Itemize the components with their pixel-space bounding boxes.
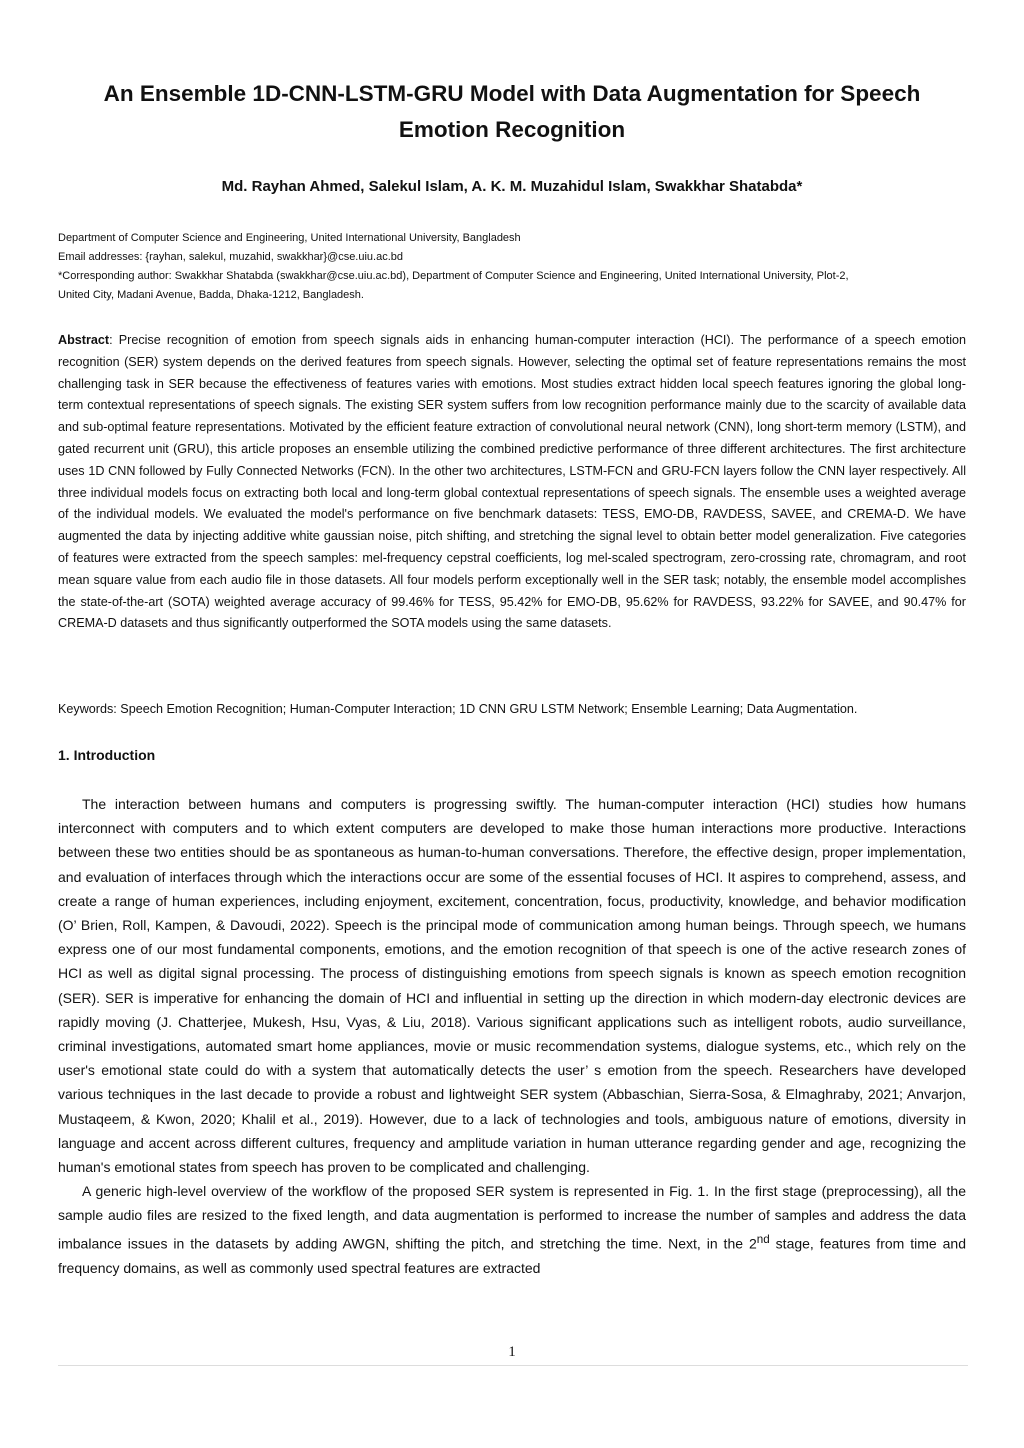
abstract [58,330,966,635]
section-heading-introduction: 1. Introduction [58,747,156,763]
abstract-label: Abstract [58,333,110,347]
intro-paragraph-text: stage, features from time and frequency domains, as well as commonly used spectral features are extracted [58,1235,966,1276]
footer-divider [58,1365,968,1366]
intro-paragraph [58,1179,966,1279]
page-number: 1 [508,1344,516,1360]
ordinal-superscript: nd [756,1232,770,1246]
department-line: Department of Computer Science and Engineering, United International University, Bangladesh [58,232,521,244]
intro-paragraph-text: A generic high-level overview of the workflow of the proposed SER system is represented in Fig. 1. In the first stage (preprocessing), all the sample audio files are resized to the fixed length, and data augmentation is performed to increase the number of samples and address the data imbalance issues in the datasets by adding AWGN, shifting the pitch, and stretching the time. Next, in the 2 [58,1183,966,1252]
keywords: Keywords: Speech Emotion Recognition; Human-Computer Interaction; 1D CNN GRU LSTM Network; Ensemble Learning; Data Augmentation. [58,702,858,716]
introduction-body [58,792,966,1280]
corresponding-author-line: *Corresponding author: Swakkhar Shatabda (swakkhar@cse.uiu.ac.bd), Department of Computer Science and Engineering, United International University, Plot-2, [58,270,849,282]
affiliation-block [58,229,968,305]
abstract-text: : Precise recognition of emotion from speech signals aids in enhancing human-computer interaction (HCI). The performance of a speech emotion recognition (SER) system depends on the derived features from speech signals. However, selecting the optimal set of feature representations remains the most challenging task in SER because the effectiveness of features varies with emotions. Most studies extract hidden local speech features ignoring the global long-term contextual representations of speech signals. The existing SER system suffers from low recognition performance mainly due to the scarcity of available data and sub-optimal feature representations. Motivated by the efficient feature extraction of convolutional neural network (CNN), long short-term memory (LSTM), and gated recurrent unit (GRU), this article proposes an ensemble utilizing the combined predictive performance of three different architectures. The first architecture uses 1D CNN followed by Fully Connected Networks (FCN). In the other two architectures, LSTM-FCN and GRU-FCN layers follow the CNN layer respectively. All three individual models focus on extracting both local and long-term global contextual representations of speech signals. The ensemble uses a weighted average of the individual models. We evaluated the model's performance on five benchmark datasets: TESS, EMO-DB, RAVDESS, SAVEE, and CREMA-D. We have augmented the data by injecting additive white gaussian noise, pitch shifting, and stretching the signal level to obtain better model generalization. Five categories of features were extracted from the speech samples: mel-frequency cepstral coefficients, log mel-scaled spectrogram, zero-crossing rate, chromagram, and root mean square value from each audio file in those datasets. All four models perform exceptionally well in the SER task; notably, the ensemble model accomplishes the state-of-the-art (SOTA) weighted average accuracy of 99.46% for TESS, 95.42% for EMO-DB, 95.62% for RAVDESS, 93.22% for SAVEE, and 90.47% for CREMA-D datasets and thus significantly outperformed the SOTA models using the same datasets. [58,333,966,631]
paper-title: An Ensemble 1D-CNN-LSTM-GRU Model with Data Augmentation for Speech Emotion Recognition [103,81,921,142]
author-list: Md. Rayhan Ahmed, Salekul Islam, A. K. M. Muzahidul Islam, Swakkhar Shatabda* [221,178,803,195]
corresponding-author-address: United City, Madani Avenue, Badda, Dhaka-1212, Bangladesh. [58,289,364,301]
intro-paragraph: The interaction between humans and computers is progressing swiftly. The human-computer interaction (HCI) studies how humans interconnect with computers and to which extent computers are developed to make those human interactions more productive. Interactions between these two entities should be as spontaneous as human-to-human conversations. Therefore, the effective design, proper implementation, and evaluation of interfaces through which the interactions occur are some of the essential focuses of HCI. It aspires to comprehend, assess, and create a range of human experiences, including enjoyment, excitement, concentration, focus, productivity, knowledge, and behavior modification (O’ Brien, Roll, Kampen, & Davoudi, 2022). Speech is the principal mode of communication among human beings. Through speech, we humans express one of our most fundamental components, emotions, and the emotion recognition of that speech is one of the active research zones of HCI as well as digital signal processing. The process of distinguishing emotions from speech signals is known as speech emotion recognition (SER). SER is imperative for enhancing the domain of HCI and influential in setting up the direction in which modern-day electronic devices are rapidly moving (J. Chatterjee, Mukesh, Hsu, Vyas, & Liu, 2018). Various significant applications such as intelligent robots, audio surveillance, criminal investigations, automated smart home appliances, movie or music recommendation systems, dialogue systems, etc., which rely on the user's emotional state could do with a system that automatically detects the user’ s emotion from the speech. Researchers have developed various techniques in the last decade to provide a robust and lightweight SER system (Abbaschian, Sierra-Sosa, & Elmaghraby, 2021; Anvarjon, Mustaqeem, & Kwon, 2020; Khalil et al., 2019). However, due to a lack of technologies and tools, ambiguous nature of emotions, diversity in language and accent across different cultures, frequency and amplitude variation in human utterance regarding gender and age, recognizing the human's emotional states from speech has proven to be complicated and challenging. [58,796,966,1176]
email-line: Email addresses: {rayhan, salekul, muzahid, swakkhar}@cse.uiu.ac.bd [58,251,404,263]
